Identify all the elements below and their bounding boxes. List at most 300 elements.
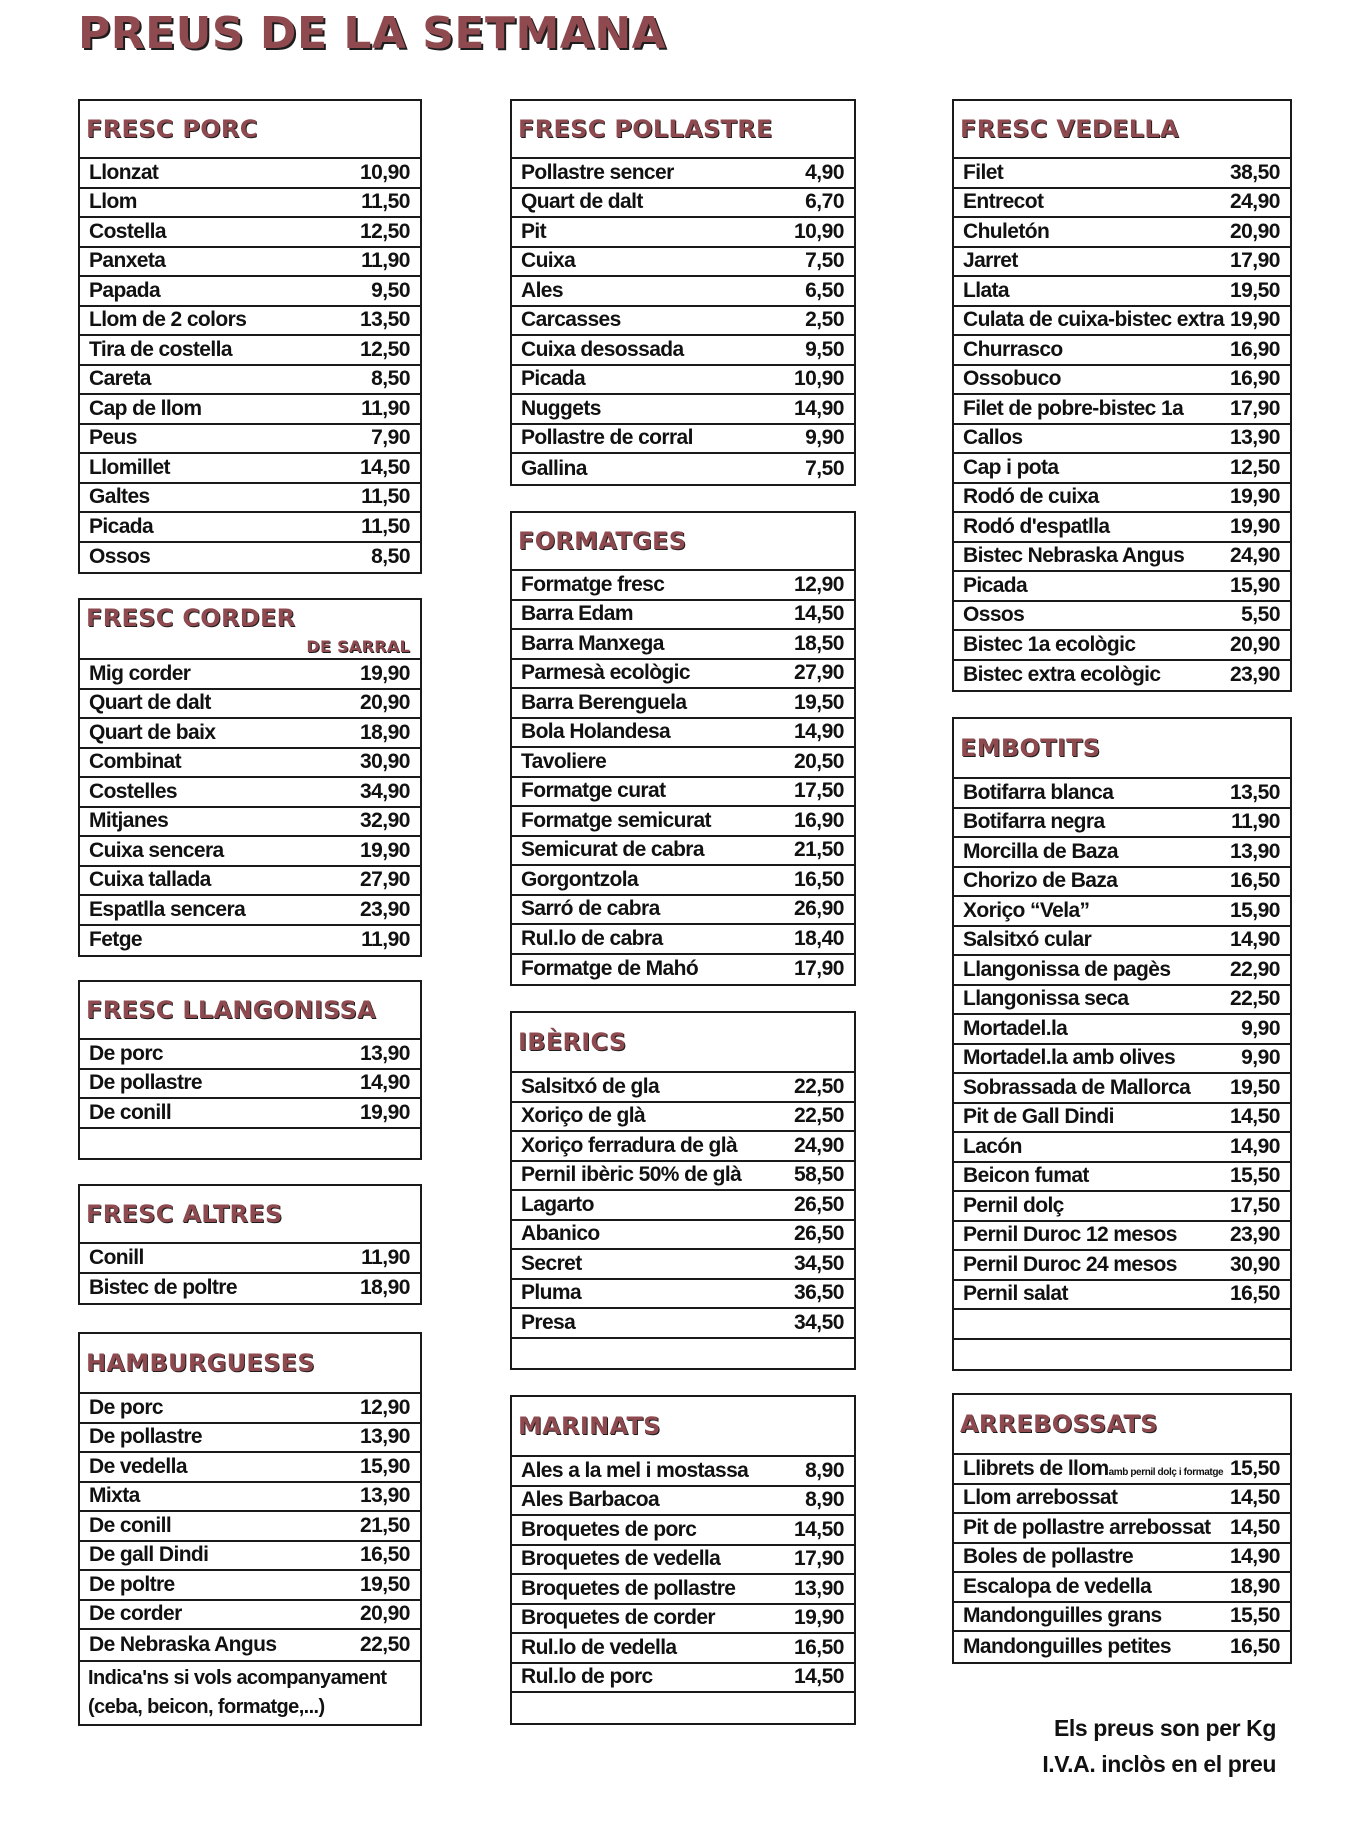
item-name: Rodó de cuixa [963, 485, 1099, 509]
item-price: 32,90 [359, 809, 410, 833]
item-name-wrap [963, 1516, 1211, 1540]
item-price: 20,90 [359, 691, 410, 715]
item-price: 11,90 [361, 396, 410, 420]
item-name: De porc [89, 1395, 163, 1419]
item-name: Bistec Nebraska Angus [963, 544, 1185, 568]
price-row [512, 748, 854, 778]
price-row [954, 307, 1290, 337]
price-row [80, 1601, 420, 1631]
item-name: De pollastre [89, 1071, 203, 1095]
price-row [954, 868, 1290, 898]
item-name: Pernil Duroc 12 mesos [963, 1223, 1177, 1247]
item-price: 6,50 [805, 278, 844, 302]
item-name: Sarró de cabra [521, 897, 660, 921]
item-name-wrap [963, 249, 1018, 273]
price-row [512, 1191, 854, 1221]
item-name-wrap [963, 456, 1059, 480]
item-name: Ossos [963, 603, 1025, 627]
price-row [954, 336, 1290, 366]
section-title: IBÈRICS [512, 1013, 854, 1073]
item-price: 13,50 [359, 308, 410, 332]
item-name-wrap [521, 779, 665, 803]
item-name: Broquetes de pollastre [521, 1576, 736, 1600]
item-name-wrap [89, 338, 232, 362]
item-price: 11,90 [1231, 810, 1280, 834]
item-price: 15,90 [359, 1454, 410, 1478]
price-row [512, 1162, 854, 1192]
item-name: Papada [89, 278, 161, 302]
item-name-wrap [963, 987, 1128, 1011]
item-price: 15,50 [1229, 1604, 1280, 1628]
section-title: ARREBOSSATS [954, 1395, 1290, 1455]
item-price: 16,90 [1229, 337, 1280, 361]
item-price: 18,50 [793, 631, 844, 655]
price-row [80, 1040, 420, 1070]
item-name: Filet de pobre-bistec 1a [963, 396, 1184, 420]
price-row [954, 513, 1290, 543]
footer-note [1042, 1710, 1276, 1782]
price-row [80, 1274, 420, 1304]
section-title: EMBOTITS [954, 719, 1290, 779]
item-name-wrap [521, 161, 674, 185]
section-embotits [952, 717, 1292, 1371]
item-name-wrap [963, 485, 1099, 509]
item-price: 22,50 [793, 1074, 844, 1098]
item-name-wrap [963, 1635, 1171, 1659]
item-name-wrap [89, 456, 170, 480]
item-name-wrap [963, 603, 1024, 627]
price-row [80, 454, 420, 484]
item-name-wrap [521, 338, 684, 362]
item-name-wrap [521, 661, 690, 685]
item-name-wrap [963, 1486, 1117, 1510]
item-name-wrap [89, 545, 150, 569]
item-name-wrap [521, 720, 670, 744]
item-name: Secret [521, 1251, 582, 1275]
item-name: Picada [89, 514, 154, 538]
item-name: Callos [963, 426, 1023, 450]
price-row [954, 1632, 1290, 1662]
item-name: Tira de costella [89, 337, 232, 361]
item-name: Formatge fresc [521, 572, 665, 596]
item-name-wrap [521, 602, 633, 626]
item-price: 8,50 [371, 545, 410, 569]
item-name-wrap [963, 338, 1063, 362]
item-price: 19,90 [1229, 308, 1280, 332]
section-fresc-pollastre [510, 99, 856, 486]
item-name-wrap [963, 544, 1184, 568]
price-row [512, 1103, 854, 1133]
item-name-wrap [963, 1076, 1190, 1100]
price-row [512, 925, 854, 955]
item-name-wrap [89, 1455, 187, 1479]
section-title: FRESC ALTRES [80, 1186, 420, 1244]
item-name-wrap [521, 190, 643, 214]
item-name-wrap [963, 397, 1183, 421]
price-row [80, 366, 420, 396]
item-name: Rul.lo de cabra [521, 926, 663, 950]
price-row [80, 1571, 420, 1601]
item-name-wrap [89, 397, 201, 421]
price-row [954, 1544, 1290, 1574]
section-title-text: FRESC CORDER [86, 604, 296, 632]
item-name: Mortadel.la amb olives [963, 1046, 1176, 1070]
item-name-wrap [89, 780, 177, 804]
item-name-wrap [89, 1514, 171, 1538]
item-price: 23,90 [359, 897, 410, 921]
item-name: Llom de 2 colors [89, 308, 247, 332]
item-name: Cuixa sencera [89, 838, 224, 862]
item-price: 11,90 [361, 249, 410, 273]
item-name: Picada [963, 573, 1028, 597]
price-row [512, 307, 854, 337]
section-fresc-altres [78, 1184, 422, 1305]
item-name-wrap [963, 279, 1009, 303]
item-name: Careta [89, 367, 151, 391]
item-price: 19,50 [359, 1572, 410, 1596]
price-row [512, 1339, 854, 1369]
price-row [954, 1045, 1290, 1075]
item-price: 18,40 [793, 926, 844, 950]
item-name: Galtes [89, 485, 150, 509]
item-name-wrap [521, 1281, 581, 1305]
item-name: Tavoliere [521, 749, 607, 773]
item-name-wrap [963, 1223, 1177, 1247]
item-name-wrap [521, 1518, 696, 1542]
price-row [512, 837, 854, 867]
price-row [512, 1132, 854, 1162]
price-row [954, 1514, 1290, 1544]
item-name: Escalopa de vedella [963, 1574, 1152, 1598]
item-price: 22,50 [359, 1632, 410, 1656]
item-name: Rul.lo de vedella [521, 1635, 677, 1659]
item-name-wrap [521, 691, 686, 715]
item-subnote: amb pernil dolç i formatge [1108, 1466, 1224, 1478]
price-row [512, 425, 854, 455]
price-row [954, 631, 1290, 661]
item-price: 14,50 [1229, 1486, 1280, 1510]
item-name-wrap [963, 1282, 1068, 1306]
footer-line-1: Els preus son per Kg [1053, 1715, 1276, 1741]
item-name: Mandonguilles petites [963, 1634, 1171, 1658]
item-name: Cap de llom [89, 396, 202, 420]
item-name-wrap [963, 1575, 1151, 1599]
item-price: 8,50 [371, 367, 410, 391]
price-row [512, 807, 854, 837]
section-arrebossats [952, 1393, 1292, 1664]
price-row [954, 1455, 1290, 1485]
item-name-wrap [89, 279, 160, 303]
item-price: 13,50 [1229, 780, 1280, 804]
item-price: 20,50 [793, 749, 844, 773]
price-row [512, 896, 854, 926]
item-name-wrap [521, 397, 601, 421]
item-name: Lacón [963, 1134, 1022, 1158]
item-price: 9,50 [371, 278, 410, 302]
item-price: 16,90 [1229, 367, 1280, 391]
price-row [512, 1073, 854, 1103]
item-price: 15,50 [1229, 1456, 1280, 1480]
item-name: Beicon fumat [963, 1164, 1089, 1188]
item-name: Pollastre sencer [521, 160, 674, 184]
item-name: Pit de pollastre arrebossat [963, 1515, 1211, 1539]
item-name-wrap [89, 1071, 202, 1095]
item-name-wrap [521, 573, 664, 597]
item-name: Llom arrebossat [963, 1486, 1118, 1510]
item-price: 16,50 [1229, 1282, 1280, 1306]
item-name-wrap [963, 1105, 1114, 1129]
item-name-wrap [963, 515, 1110, 539]
item-name: Filet [963, 160, 1004, 184]
item-price: 16,50 [1229, 869, 1280, 893]
item-name: Cuixa [521, 249, 576, 273]
item-name-wrap [521, 1104, 645, 1128]
item-name: Carcasses [521, 308, 621, 332]
item-name: Xoriço de glà [521, 1104, 646, 1128]
item-name-wrap [521, 1252, 582, 1276]
item-name: Churrasco [963, 337, 1063, 361]
item-price: 19,90 [1229, 485, 1280, 509]
section-title: FRESC PORC [80, 101, 420, 159]
item-name-wrap [89, 426, 137, 450]
price-row [954, 661, 1290, 691]
section-hamburgueses [78, 1332, 422, 1726]
price-row [954, 1573, 1290, 1603]
item-name: Pit [521, 219, 547, 243]
item-name-wrap [89, 691, 211, 715]
item-price: 16,50 [1229, 1634, 1280, 1658]
item-name-wrap [521, 750, 606, 774]
item-price: 19,90 [1229, 514, 1280, 538]
item-price: 11,90 [361, 928, 410, 952]
price-row [80, 1099, 420, 1129]
price-row [954, 159, 1290, 189]
item-price: 12,90 [359, 1395, 410, 1419]
item-name-wrap [89, 1396, 163, 1420]
section-title: FRESC POLLASTRE [512, 101, 854, 159]
item-price: 19,50 [1229, 278, 1280, 302]
section-fresc-vedella [952, 99, 1292, 692]
item-price: 10,90 [793, 367, 844, 391]
item-name: Jarret [963, 249, 1018, 273]
section-fresc-corder [78, 598, 422, 957]
item-name: Parmesà ecològic [521, 661, 690, 685]
item-name-wrap [963, 161, 1003, 185]
price-row [80, 1244, 420, 1274]
item-name: Combinat [89, 750, 182, 774]
item-price: 34,90 [359, 779, 410, 803]
item-name: Llangonissa seca [963, 987, 1129, 1011]
item-price: 19,90 [359, 661, 410, 685]
price-row [512, 1250, 854, 1280]
item-price: 16,50 [359, 1543, 410, 1567]
price-row [80, 513, 420, 543]
item-price: 10,90 [793, 219, 844, 243]
item-price: 19,50 [1229, 1075, 1280, 1099]
price-row [512, 1487, 854, 1517]
item-price: 14,50 [793, 1517, 844, 1541]
item-name: Mitjanes [89, 809, 169, 833]
price-row [954, 838, 1290, 868]
item-price: 17,90 [793, 957, 844, 981]
price-row [512, 778, 854, 808]
price-row [512, 366, 854, 396]
item-price: 16,50 [793, 1635, 844, 1659]
item-price: 38,50 [1229, 160, 1280, 184]
item-name-wrap [963, 1604, 1162, 1628]
item-price: 17,90 [1229, 249, 1280, 273]
item-name-wrap [963, 1253, 1177, 1277]
item-price: 5,50 [1241, 603, 1280, 627]
item-name: Morcilla de Baza [963, 839, 1118, 863]
section-marinats [510, 1395, 856, 1725]
item-name-wrap [963, 663, 1161, 687]
item-price: 36,50 [793, 1281, 844, 1305]
item-name-wrap [521, 1606, 715, 1630]
item-name-wrap [521, 1636, 677, 1660]
item-price: 13,90 [359, 1041, 410, 1065]
price-row [954, 1015, 1290, 1045]
price-row [512, 571, 854, 601]
item-name: Boles de pollastre [963, 1545, 1134, 1569]
item-name-wrap [89, 1543, 208, 1567]
price-row [80, 1453, 420, 1483]
price-row [954, 395, 1290, 425]
item-name-wrap [963, 190, 1043, 214]
price-row [512, 1605, 854, 1635]
item-name: Llibrets de llom [963, 1456, 1109, 1480]
item-name-wrap [521, 838, 704, 862]
item-name-wrap [963, 1457, 1223, 1481]
item-name: Bistec 1a ecològic [963, 632, 1136, 656]
item-name: Quart de dalt [89, 691, 211, 715]
item-name-wrap [89, 809, 168, 833]
item-name-wrap [963, 1545, 1133, 1569]
item-name-wrap [963, 928, 1091, 952]
item-name: Llonzat [89, 160, 159, 184]
item-name-wrap [963, 840, 1118, 864]
item-name: Botifarra blanca [963, 780, 1114, 804]
price-row [512, 719, 854, 749]
price-row [80, 690, 420, 720]
item-name: Xoriço ferradura de glà [521, 1133, 738, 1157]
section-title: FRESC LLANGONISSA [80, 982, 420, 1040]
price-row [954, 779, 1290, 809]
item-name-wrap [521, 809, 711, 833]
item-name-wrap [89, 190, 137, 214]
item-name: Mixta [89, 1484, 140, 1508]
item-name-wrap [963, 574, 1027, 598]
price-row [80, 808, 420, 838]
price-row [80, 425, 420, 455]
price-row [512, 159, 854, 189]
price-row [80, 395, 420, 425]
item-name: Gallina [521, 456, 587, 480]
item-name: Llangonissa de pagès [963, 957, 1171, 981]
item-price: 14,50 [1229, 1515, 1280, 1539]
item-name: De corder [89, 1602, 182, 1626]
item-price: 13,90 [359, 1484, 410, 1508]
item-price: 14,90 [793, 720, 844, 744]
price-row [512, 630, 854, 660]
item-name: Salsitxó cular [963, 928, 1092, 952]
item-price: 30,90 [1229, 1252, 1280, 1276]
price-row [512, 1634, 854, 1664]
price-row [954, 809, 1290, 839]
item-name-wrap [89, 515, 153, 539]
price-row [954, 1485, 1290, 1515]
item-name-wrap [521, 632, 664, 656]
item-name: Botifarra negra [963, 810, 1105, 834]
price-row [80, 1512, 420, 1542]
item-price: 17,50 [793, 779, 844, 803]
item-price: 20,90 [1229, 219, 1280, 243]
item-name: Peus [89, 426, 137, 450]
item-name-wrap [963, 958, 1170, 982]
price-row [80, 778, 420, 808]
item-name: Bola Holandesa [521, 720, 671, 744]
item-name-wrap [963, 1135, 1022, 1159]
item-price: 13,90 [359, 1425, 410, 1449]
price-row [954, 956, 1290, 986]
item-name: Pernil dolç [963, 1193, 1064, 1217]
item-name-wrap [89, 1573, 175, 1597]
item-price: 4,90 [805, 160, 844, 184]
item-name-wrap [89, 1246, 144, 1270]
item-name-wrap [521, 1075, 659, 1099]
item-name-wrap [963, 1164, 1089, 1188]
item-name: Quart de baix [89, 720, 216, 744]
item-name: Costelles [89, 779, 177, 803]
item-price: 15,90 [1229, 573, 1280, 597]
item-price: 26,50 [793, 1192, 844, 1216]
item-name: Ossobuco [963, 367, 1061, 391]
price-row [954, 484, 1290, 514]
price-row [512, 1457, 854, 1487]
item-name-wrap [521, 1163, 741, 1187]
item-name: Barra Berenguela [521, 690, 687, 714]
item-price: 15,90 [1229, 898, 1280, 922]
item-name-wrap [521, 426, 693, 450]
item-price: 11,50 [361, 514, 410, 538]
item-name-wrap [89, 662, 190, 686]
item-price: 13,90 [1229, 426, 1280, 450]
item-price: 26,50 [793, 1222, 844, 1246]
item-name: Gorgontzola [521, 867, 639, 891]
item-name: De Nebraska Angus [89, 1632, 277, 1656]
price-row [954, 927, 1290, 957]
price-row [512, 1516, 854, 1546]
page-title: PREUS DE LA SETMANA [78, 8, 667, 59]
item-price: 2,50 [805, 308, 844, 332]
item-price: 10,90 [359, 160, 410, 184]
price-row [954, 454, 1290, 484]
price-row [954, 986, 1290, 1016]
item-name: Formatge curat [521, 779, 666, 803]
price-row [954, 1163, 1290, 1193]
price-row [512, 1221, 854, 1251]
item-name-wrap [963, 1194, 1064, 1218]
item-name: Cuixa tallada [89, 868, 211, 892]
item-name: Formatge de Mahó [521, 957, 699, 981]
item-name: Costella [89, 219, 166, 243]
item-name: Barra Edam [521, 602, 633, 626]
item-name: Entrecot [963, 190, 1044, 214]
section-title [80, 600, 420, 660]
item-name-wrap [521, 249, 575, 273]
price-row [512, 1280, 854, 1310]
item-name: Pit de Gall Dindi [963, 1105, 1114, 1129]
